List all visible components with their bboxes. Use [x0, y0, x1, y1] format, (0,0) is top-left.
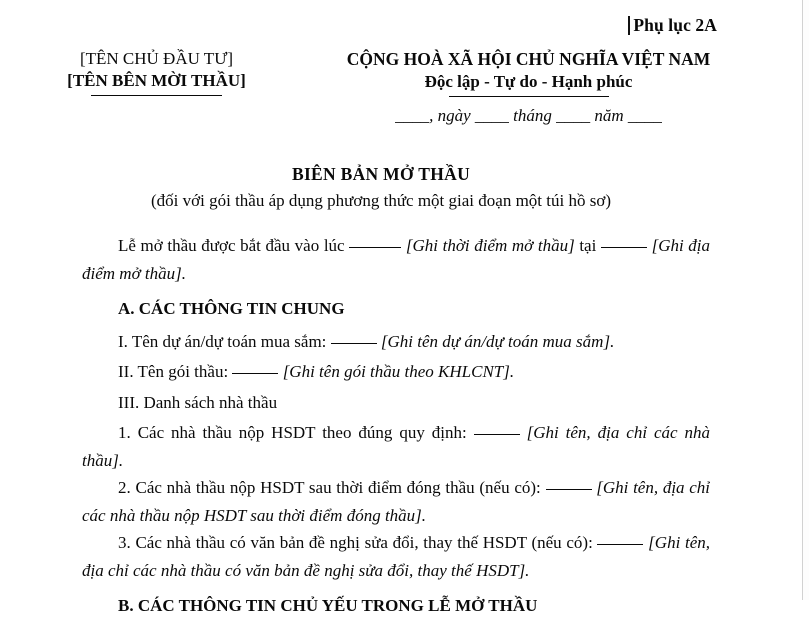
intro-text-1: Lễ mở thầu được bắt đầu vào lúc: [118, 236, 345, 255]
text-caret: [628, 16, 630, 35]
date-label-month: tháng: [513, 106, 552, 126]
appendix-label-row: [0, 15, 717, 36]
section-a-subitem-2-note: [Ghi tên, địa chỉ các nhà thầu nộp HSDT sau thời điểm đóng thầu].: [82, 478, 711, 525]
date-blank-year: ____: [627, 106, 662, 126]
title-block: [0, 163, 762, 213]
intro-note-2: [Ghi địa điểm mở thầu].: [82, 236, 711, 283]
document-header: [0, 48, 762, 126]
section-b-heading: B. CÁC THÔNG TIN CHỦ YẾU TRONG LỄ MỞ THẦU: [118, 596, 538, 616]
section-a-subitem-2-number: 2.: [118, 478, 131, 498]
page-right-edge: [802, 0, 803, 600]
header-right-block: [295, 48, 762, 126]
date-blank-day: ____: [474, 106, 509, 126]
date-blank-place: ____: [395, 106, 430, 126]
section-a-subitem-1-number: 1.: [118, 423, 131, 443]
appendix-label[interactable]: [630, 15, 717, 36]
section-a-subitem-3-note: [Ghi tên, địa chỉ các nhà thầu có văn bản đề nghị sửa đổi, thay thế HSDT].: [82, 533, 710, 580]
section-a-item-1-label: Tên dự án/dự toán mua sắm:: [131, 331, 327, 351]
section-a-subitem-2-label: Các nhà thầu nộp HSDT sau thời điểm đóng thầu (nếu có):: [135, 478, 541, 498]
section-a-item-2-note: [Ghi tên gói thầu theo KHLCNT].: [282, 362, 515, 382]
date-line: [295, 106, 762, 126]
section-a-subitem-3: [82, 529, 710, 584]
section-a-item-2-blank[interactable]: [232, 373, 278, 374]
date-sep-1: , ngày: [429, 106, 471, 126]
section-a-item-2: [82, 358, 710, 386]
section-a-item-3-number: III.: [118, 392, 140, 412]
national-title: CỘNG HOÀ XÃ HỘI CHỦ NGHĨA VIỆT NAM: [346, 49, 711, 69]
section-a-subitem-1-note: [Ghi tên, địa chỉ các nhà thầu].: [82, 423, 711, 470]
section-a-subitem-1-blank[interactable]: [474, 434, 520, 435]
intro-note-1: [Ghi thời điểm mở thầu]: [405, 236, 575, 255]
intro-text-2: tại: [579, 236, 597, 255]
section-a-subitem-3-label: Các nhà thầu có văn bản đề nghị sửa đổi, thay thế HSDT (nếu có):: [135, 533, 593, 553]
document-body: [82, 232, 710, 619]
section-a-subitem-3-number: 3.: [118, 533, 131, 553]
header-left-rule: [91, 95, 222, 97]
header-right-rule: [449, 96, 609, 98]
intro-paragraph: [82, 232, 710, 287]
page-subtitle: (đối với gói thầu áp dụng phương thức một giai đoạn một túi hồ sơ): [151, 190, 611, 210]
section-a-subitem-1: [82, 419, 710, 474]
section-a-item-2-number: II.: [118, 362, 134, 382]
intro-blank-time[interactable]: [349, 247, 401, 248]
section-a-heading: A. CÁC THÔNG TIN CHUNG: [118, 299, 345, 319]
investor-name-placeholder: [TÊN CHỦ ĐẦU TƯ]: [79, 49, 234, 68]
section-a-item-1: [82, 328, 710, 356]
section-a-item-3-label: Danh sách nhà thầu: [143, 392, 278, 412]
section-a-subitem-2-blank[interactable]: [546, 489, 592, 490]
section-a-subitem-2: [82, 474, 710, 529]
appendix-label-text: Phụ lục 2A: [633, 15, 717, 35]
national-motto: Độc lập - Tự do - Hạnh phúc: [424, 71, 633, 91]
date-label-year: năm: [594, 106, 624, 126]
section-a-item-2-label: Tên gói thầu:: [137, 362, 229, 382]
intro-blank-place[interactable]: [601, 247, 647, 248]
procuring-entity-placeholder: [TÊN BÊN MỜI THẦU]: [67, 71, 246, 91]
page-edge-outer: [803, 0, 809, 600]
section-a-item-1-blank[interactable]: [331, 343, 377, 344]
section-a-item-3: [82, 389, 710, 417]
section-a-item-1-number: I.: [118, 331, 128, 351]
section-a-subitem-1-label: Các nhà thầu nộp HSDT theo đúng quy định:: [137, 423, 467, 443]
date-blank-month: ____: [556, 106, 591, 126]
section-a-subitem-3-blank[interactable]: [597, 544, 643, 545]
header-left-block: [0, 48, 295, 96]
page-title: BIÊN BẢN MỞ THẦU: [291, 164, 471, 184]
section-a-item-1-note: [Ghi tên dự án/dự toán mua sắm].: [380, 331, 615, 351]
